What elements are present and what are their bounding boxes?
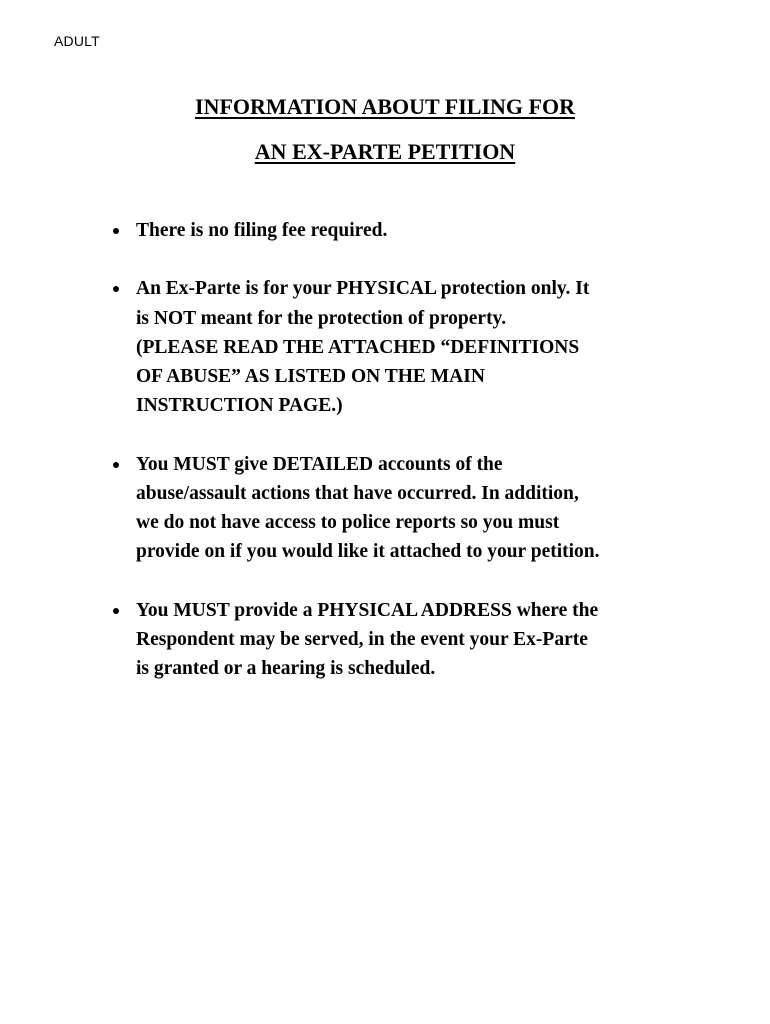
bullet-text-line: An Ex-Parte is for your PHYSICAL protection only. It: [136, 278, 590, 300]
bullet-text-line: is granted or a hearing is scheduled.: [136, 658, 436, 679]
bullet-item-detailed-accounts: [111, 450, 711, 567]
bullet-text-line: There is no filing fee required.: [136, 220, 388, 241]
bullet-text-line: You MUST give DETAILED accounts of the: [136, 453, 503, 475]
information-bullet-list: [111, 216, 711, 712]
document-title-line-2: AN EX-PARTE PETITION: [254, 139, 516, 164]
bullet-text-line: is NOT meant for the protection of property.: [136, 307, 507, 329]
bullet-dot-icon: [113, 286, 119, 292]
bullet-text-line: Respondent may be served, in the event your Ex-Parte: [136, 628, 588, 650]
bullet-text-line: (PLEASE READ THE ATTACHED “DEFINITIONS: [136, 336, 580, 358]
bullet-text-line: provide on if you would like it attached to your petition.: [136, 541, 600, 563]
bullet-text-line: You MUST provide a PHYSICAL ADDRESS where the: [136, 599, 599, 621]
bullet-dot-icon: [113, 228, 119, 234]
bullet-item-physical-protection: [111, 274, 711, 420]
document-title-line-1: INFORMATION ABOUT FILING FOR: [195, 94, 575, 119]
category-tag: ADULT: [54, 33, 100, 49]
bullet-item-physical-address: [111, 596, 711, 684]
bullet-dot-icon: [113, 608, 119, 614]
bullet-item-filing-fee: [111, 216, 711, 245]
bullet-text-line: abuse/assault actions that have occurred. In addition,: [136, 482, 579, 504]
bullet-dot-icon: [113, 462, 119, 468]
bullet-text-line: we do not have access to police reports so you must: [136, 512, 560, 533]
bullet-text-line: OF ABUSE” AS LISTED ON THE MAIN: [136, 366, 485, 387]
bullet-text-line: INSTRUCTION PAGE.): [136, 395, 343, 417]
